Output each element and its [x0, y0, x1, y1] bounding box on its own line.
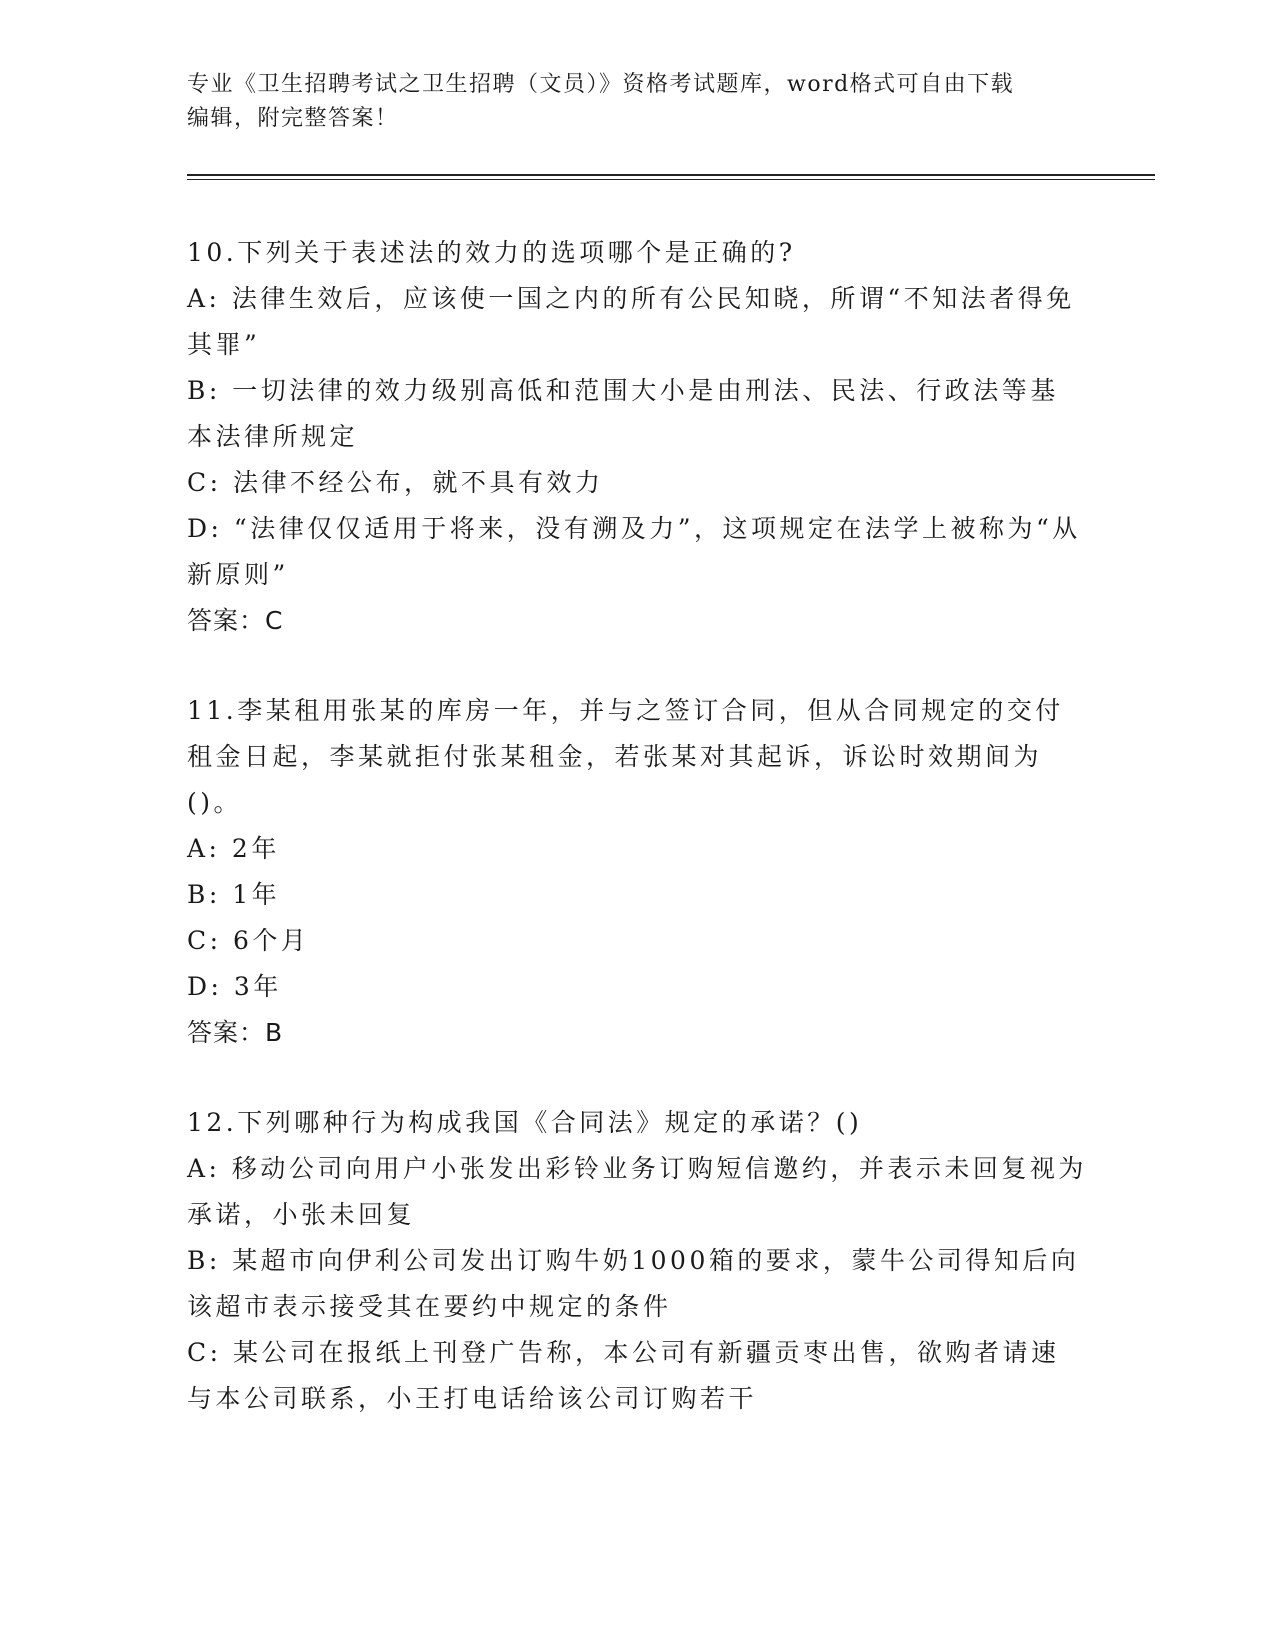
divider-line-thick: [187, 174, 1155, 176]
answer: 答案：B: [187, 1018, 284, 1047]
option-d: D: “法律仅仅适用于将来，没有溯及力”，这项规定在法学上被称为“从新原则”: [187, 514, 1081, 589]
document-header: [187, 68, 1087, 136]
option-a: A: 移动公司向用户小张发出彩铃业务订购短信邀约，并表示未回复视为承诺，小张未回复: [187, 1154, 1087, 1229]
option-b: B: 一切法律的效力级别高低和范围大小是由刑法、民法、行政法等基本法律所规定: [187, 376, 1059, 451]
question-11: [187, 688, 1087, 1056]
option-c: C: 某公司在报纸上刊登广告称，本公司有新疆贡枣出售，欲购者请速与本公司联系，小王打电话给该公司订购若干: [187, 1338, 1060, 1413]
option-c: C: 法律不经公布，就不具有效力: [187, 468, 604, 497]
question-10: [187, 230, 1087, 644]
answer: 答案：C: [187, 606, 284, 635]
question-text: 10.下列关于表述法的效力的选项哪个是正确的?: [187, 238, 796, 267]
option-a: A: 2年: [187, 834, 280, 863]
question-12: [187, 1100, 1087, 1422]
option-c: C: 6个月: [187, 926, 310, 955]
option-b: B: 某超市向伊利公司发出订购牛奶1000箱的要求，蒙牛公司得知后向该超市表示接受其在要约中规定的条件: [187, 1246, 1080, 1321]
header-divider: [187, 174, 1155, 180]
question-text: 12.下列哪种行为构成我国《合同法》规定的承诺？(): [187, 1108, 863, 1137]
question-text: 11.李某租用张某的库房一年，并与之签订合同，但从合同规定的交付租金日起，李某就拒付张某租金，若张某对其起诉，诉讼时效期间为()。: [187, 696, 1064, 817]
option-d: D: 3年: [187, 972, 282, 1001]
header-line-2: 编辑，附完整答案！: [187, 106, 399, 131]
option-a: A: 法律生效后，应该使一国之内的所有公民知晓，所谓“不知法者得免其罪”: [187, 284, 1075, 359]
header-line-1: 专业《卫生招聘考试之卫生招聘（文员）》资格考试题库，word格式可自由下载: [187, 72, 1015, 97]
option-b: B: 1年: [187, 880, 281, 909]
document-page: [187, 68, 1087, 1422]
divider-line-thin: [187, 179, 1155, 180]
